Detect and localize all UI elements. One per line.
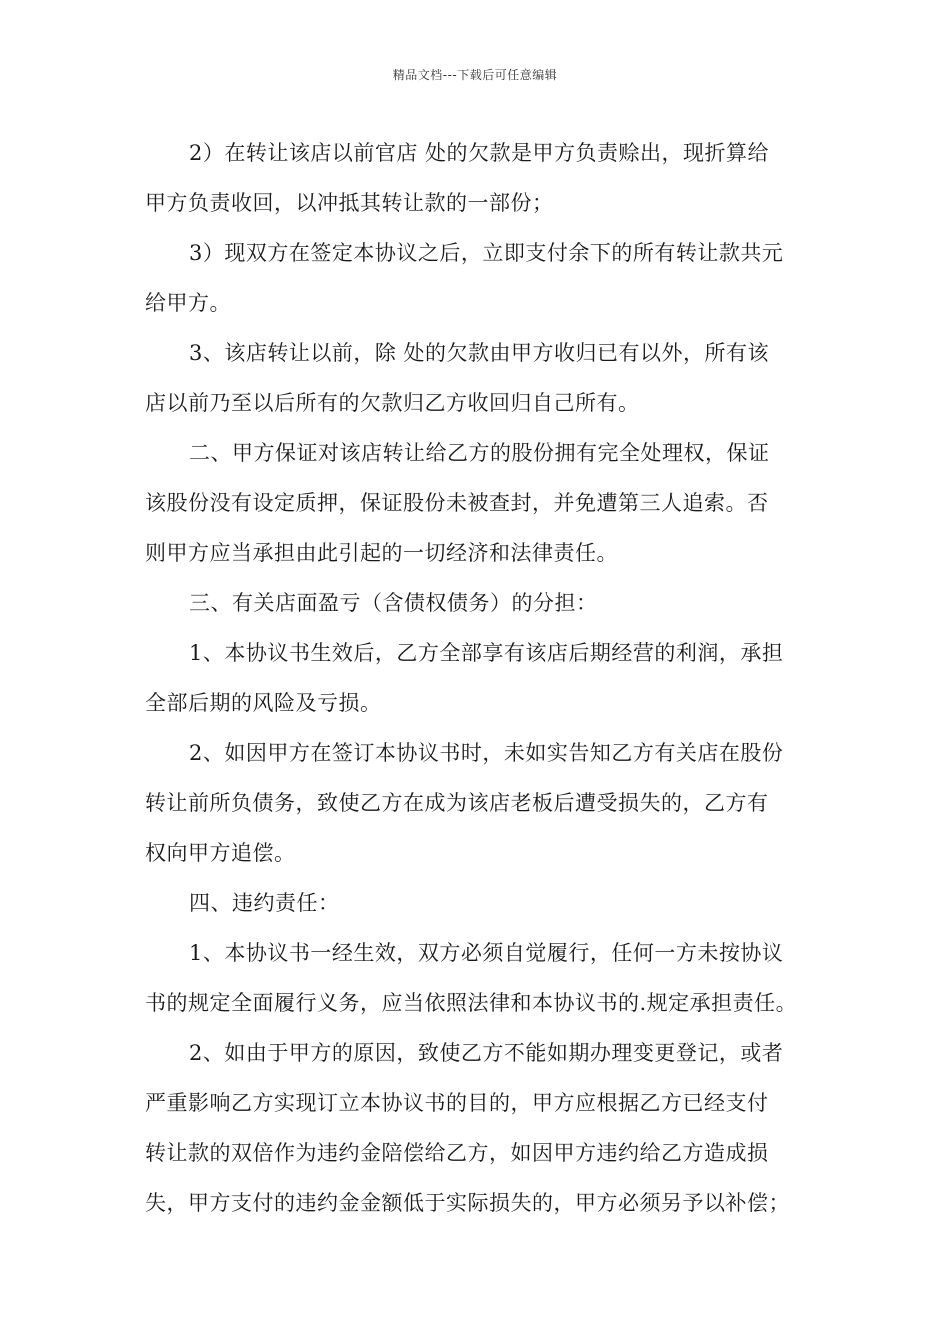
paragraph-line: 书的规定全面履行义务，应当依照法律和本协议书的.规定承担责任。	[145, 991, 798, 1015]
paragraph-line: 三、有关店面盈亏（含债权债务）的分担：	[189, 591, 598, 615]
paragraph	[145, 628, 810, 728]
paragraph-line: 二、甲方保证对该店转让给乙方的股份拥有完全处理权，保证	[189, 441, 770, 465]
paragraph-line: 给甲方。	[145, 291, 231, 315]
paragraph	[145, 728, 810, 878]
paragraph-line: 四、违约责任：	[189, 891, 340, 915]
paragraph	[145, 328, 810, 428]
paragraph-line: 3）现双方在签定本协议之后，立即支付余下的所有转让款共元	[189, 241, 784, 265]
paragraph-line: 2、如因甲方在签订本协议书时，未如实告知乙方有关店在股份	[189, 741, 784, 765]
paragraph-line: 全部后期的风险及亏损。	[145, 691, 382, 715]
paragraph-line: 权向甲方追偿。	[145, 841, 296, 865]
paragraph	[145, 928, 810, 1028]
paragraph-line: 2）在转让该店以前官店 处的欠款是甲方负责赊出，现折算给	[189, 141, 770, 165]
paragraph	[145, 428, 810, 578]
page-header: 精品文档---下载后可任意编辑	[392, 68, 558, 82]
paragraph	[145, 1028, 810, 1228]
paragraph	[145, 228, 810, 328]
section-heading	[145, 578, 810, 628]
paragraph-line: 则甲方应当承担由此引起的一切经济和法律责任。	[145, 541, 618, 565]
section-heading	[145, 878, 810, 928]
paragraph-line: 转让前所负债务，致使乙方在成为该店老板后遭受损失的，乙方有	[145, 791, 769, 815]
paragraph-line: 1、本协议书生效后，乙方全部享有该店后期经营的利润，承担	[189, 641, 784, 665]
paragraph	[145, 128, 810, 228]
paragraph-line: 1、本协议书一经生效，双方必须自觉履行，任何一方未按协议	[189, 941, 784, 965]
paragraph-line: 店以前乃至以后所有的欠款归乙方收回归自己所有。	[145, 391, 640, 415]
paragraph-line: 甲方负责收回，以冲抵其转让款的一部份；	[145, 191, 554, 215]
paragraph-line: 该股份没有设定质押，保证股份未被查封，并免遭第三人追索。否	[145, 491, 769, 515]
paragraph-line: 3、该店转让以前，除 处的欠款由甲方收归已有以外，所有该	[189, 341, 770, 365]
paragraph-line: 2、如由于甲方的原因，致使乙方不能如期办理变更登记，或者	[189, 1041, 784, 1065]
paragraph-line: 转让款的双倍作为违约金陪偿给乙方，如因甲方违约给乙方造成损	[145, 1141, 769, 1165]
document-body	[145, 128, 810, 1228]
paragraph-line: 失，甲方支付的违约金金额低于实际损失的，甲方必须另予以补偿；	[145, 1191, 790, 1215]
paragraph-line: 严重影响乙方实现订立本协议书的目的，甲方应根据乙方已经支付	[145, 1091, 769, 1115]
